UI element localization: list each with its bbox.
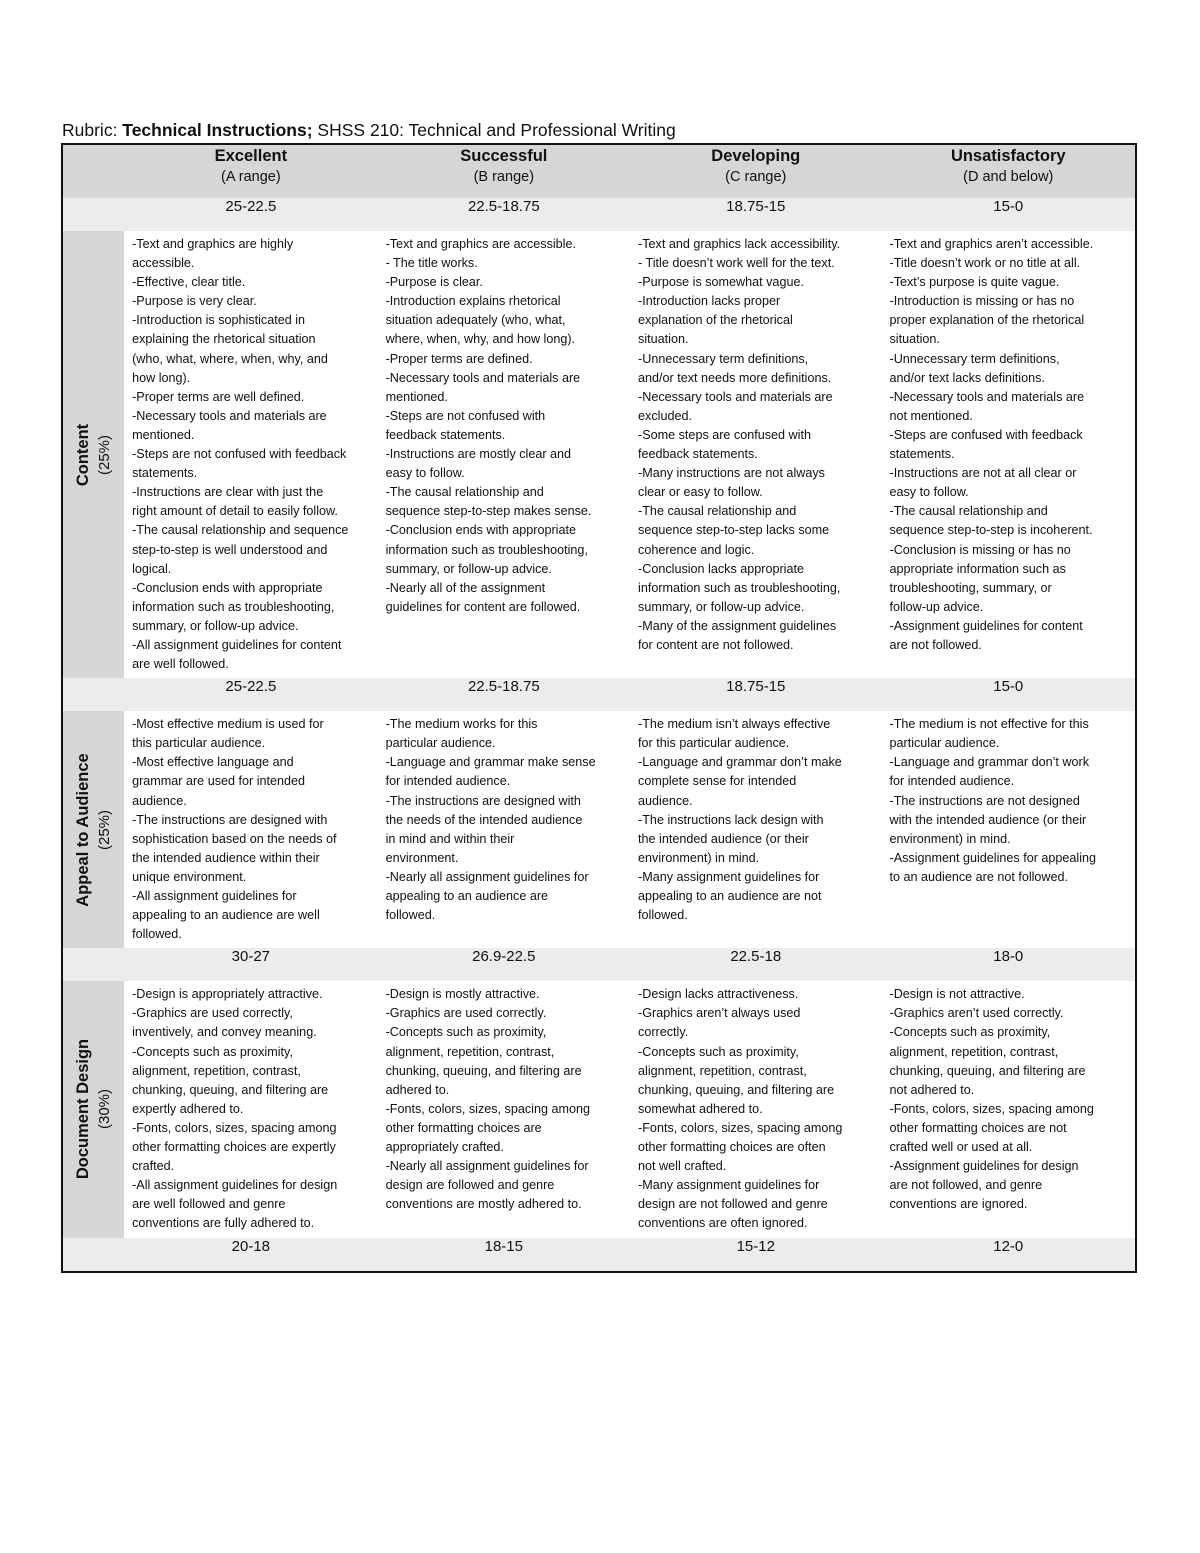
description-line: -Many instructions are not always: [638, 466, 825, 481]
description-line: unique environment.: [132, 869, 247, 884]
description-line: -Conclusion lacks appropriate: [638, 561, 804, 576]
category-weight: (25%): [95, 809, 113, 850]
score-cell: 22.5-18.75: [378, 678, 630, 711]
description-line: -Concepts such as proximity,: [132, 1044, 293, 1059]
description-line: appealing to an audience are not: [638, 889, 822, 903]
description-line: are well followed.: [132, 657, 229, 672]
description-line: -Assignment guidelines for design: [889, 1159, 1079, 1174]
description-line: -All assignment guidelines for content: [132, 637, 342, 652]
description-line: audience.: [132, 793, 187, 808]
description-line: coherence and logic.: [638, 542, 755, 557]
description-line: -Steps are not confused with: [385, 408, 546, 423]
description-line: -All assignment guidelines for: [132, 889, 297, 903]
score-cell: 18-15: [378, 1238, 630, 1272]
description-line: -Many of the assignment guidelines: [638, 618, 837, 633]
description-cell: [630, 711, 881, 948]
description-line: -Title doesn’t work or no title at all.: [889, 256, 1081, 271]
description-line: -Purpose is somewhat vague.: [638, 275, 804, 290]
score-row-final: [62, 1238, 1136, 1272]
description-line: conventions are often ignored.: [638, 1216, 808, 1231]
category-name: Appeal to Audience: [73, 753, 92, 907]
description-line: right amount of detail to easily follow.: [132, 504, 338, 519]
category-weight: (25%): [95, 434, 113, 475]
description-cell: [378, 711, 630, 948]
description-line: chunking, queuing, and filtering are: [638, 1082, 835, 1097]
description-line: other formatting choices are not: [889, 1120, 1067, 1135]
description-line: the intended audience within their: [132, 850, 320, 865]
description-line: -Text and graphics are accessible.: [385, 237, 576, 251]
description-cell: [882, 711, 1137, 948]
description-line: summary, or follow-up advice.: [132, 618, 299, 633]
description-line: -Text and graphics aren’t accessible.: [889, 237, 1094, 251]
score-blank-cell: [62, 678, 124, 711]
description-line: information such as troubleshooting,: [638, 580, 841, 595]
description-line: mentioned.: [385, 389, 448, 404]
score-cell: 15-0: [882, 678, 1137, 711]
description-line: are not followed.: [889, 637, 982, 652]
category-cell-appeal: [62, 711, 124, 948]
description-line: -Design is appropriately attractive.: [132, 987, 323, 1002]
description-line: design are not followed and genre: [638, 1197, 828, 1212]
description-line: -Purpose is clear.: [385, 275, 483, 290]
description-line: are not followed, and genre: [889, 1178, 1043, 1193]
description-line: and/or text needs more definitions.: [638, 370, 832, 385]
description-line: not adhered to.: [889, 1082, 975, 1097]
description-line: -Most effective language and: [132, 755, 294, 770]
description-line: -Conclusion ends with appropriate: [385, 523, 576, 538]
description-line: environment) in mind.: [638, 850, 760, 865]
description-line: -Introduction lacks proper: [638, 294, 781, 309]
description-line: -Necessary tools and materials are: [132, 408, 327, 423]
title-course: SHSS 210: [312, 120, 400, 140]
description-line: audience.: [638, 793, 693, 808]
description-line: other formatting choices are expertly: [132, 1140, 336, 1155]
description-cell: [882, 981, 1137, 1237]
score-row-content: [62, 198, 1136, 231]
score-cell: 18-0: [882, 948, 1137, 981]
description-line: particular audience.: [889, 736, 1000, 751]
description-cell: [630, 231, 881, 678]
description-line: the intended audience (or their: [638, 831, 809, 846]
description-line: troubleshooting, summary, or: [889, 580, 1052, 595]
description-line: alignment, repetition, contrast,: [889, 1044, 1059, 1059]
description-line: -Fonts, colors, sizes, spacing among: [385, 1101, 590, 1116]
description-cell: [124, 711, 377, 948]
description-line: are well followed and genre: [132, 1197, 286, 1212]
description-line: summary, or follow-up advice.: [385, 561, 552, 576]
description-line: -Proper terms are well defined.: [132, 389, 305, 404]
description-line: followed.: [638, 908, 688, 923]
description-line: -The medium isn’t always effective: [638, 717, 831, 732]
description-line: sequence step-to-step is incoherent.: [889, 523, 1093, 538]
description-line: -Concepts such as proximity,: [638, 1044, 799, 1059]
description-line: -The medium is not effective for this: [889, 717, 1089, 732]
description-line: -Design lacks attractiveness.: [638, 987, 799, 1002]
description-line: somewhat adhered to.: [638, 1101, 763, 1116]
description-line: other formatting choices are: [385, 1120, 542, 1135]
description-line: appropriately crafted.: [385, 1140, 504, 1155]
page-title: [62, 118, 676, 142]
description-line: crafted well or used at all.: [889, 1140, 1033, 1155]
description-line: for intended audience.: [889, 774, 1015, 789]
rubric-table: [61, 143, 1137, 1273]
category-name: Content: [73, 423, 92, 486]
description-line: in mind and within their: [385, 831, 515, 846]
description-line: -Instructions are mostly clear and: [385, 447, 572, 462]
description-line: proper explanation of the rhetorical: [889, 313, 1085, 328]
description-line: for content are not followed.: [638, 637, 794, 652]
description-line: -Many assignment guidelines for: [638, 869, 820, 884]
description-line: this particular audience.: [132, 736, 266, 751]
score-cell: 25-22.5: [124, 198, 377, 231]
description-line: particular audience.: [385, 736, 496, 751]
description-line: -Most effective medium is used for: [132, 717, 324, 732]
description-line: easy to follow.: [889, 485, 969, 500]
description-line: clear or easy to follow.: [638, 485, 763, 500]
description-line: -Purpose is very clear.: [132, 294, 257, 309]
header-blank-cell: [62, 144, 124, 198]
description-line: situation.: [638, 332, 689, 347]
description-line: -Necessary tools and materials are: [385, 370, 581, 385]
description-line: conventions are ignored.: [889, 1197, 1028, 1212]
description-line: explaining the rhetorical situation: [132, 332, 316, 347]
description-line: -Introduction explains rhetorical: [385, 294, 561, 309]
description-line: guidelines for content are followed.: [385, 599, 581, 614]
description-line: logical.: [132, 561, 172, 576]
description-cell: [378, 231, 630, 678]
title-rest: : Technical and Professional Writing: [399, 120, 676, 140]
description-line: to an audience are not followed.: [889, 869, 1069, 884]
description-line: design are followed and genre: [385, 1178, 555, 1193]
title-prefix: Rubric:: [62, 120, 123, 140]
description-line: adhered to.: [385, 1082, 450, 1097]
description-line: not well crafted.: [638, 1159, 727, 1174]
description-line: -Fonts, colors, sizes, spacing among: [889, 1101, 1094, 1116]
description-line: how long).: [132, 370, 191, 385]
description-line: and/or text lacks definitions.: [889, 370, 1045, 385]
score-cell: 22.5-18.75: [378, 198, 630, 231]
description-line: expertly adhered to.: [132, 1101, 244, 1116]
description-line: alignment, repetition, contrast,: [638, 1063, 807, 1078]
description-line: alignment, repetition, contrast,: [385, 1044, 555, 1059]
description-line: with the intended audience (or their: [889, 812, 1087, 827]
description-line: feedback statements.: [385, 427, 506, 442]
description-line: explanation of the rhetorical: [638, 313, 793, 328]
description-line: - Title doesn’t work well for the text.: [638, 256, 835, 271]
title-assignment: Technical Instructions;: [122, 120, 313, 140]
score-row-appeal: [62, 678, 1136, 711]
description-line: -Assignment guidelines for appealing: [889, 850, 1097, 865]
description-line: -Design is not attractive.: [889, 987, 1025, 1002]
score-row-design: [62, 948, 1136, 981]
description-line: appropriate information such as: [889, 561, 1066, 576]
description-line: -Conclusion is missing or has no: [889, 542, 1071, 557]
criteria-row-design: [62, 981, 1136, 1237]
description-line: the needs of the intended audience: [385, 812, 583, 827]
category-cell-design: [62, 981, 124, 1237]
description-line: where, when, why, and how long).: [385, 332, 576, 347]
description-line: alignment, repetition, contrast,: [132, 1063, 301, 1078]
description-line: appealing to an audience are well: [132, 908, 320, 923]
description-line: complete sense for intended: [638, 774, 797, 789]
description-line: for this particular audience.: [638, 736, 790, 751]
description-line: step-to-step is well understood and: [132, 542, 328, 557]
header-excellent: Excellent (A range): [124, 144, 377, 198]
header-unsatisfactory: Unsatisfactory (D and below): [882, 144, 1137, 198]
score-cell: 22.5-18: [630, 948, 881, 981]
description-line: mentioned.: [132, 427, 195, 442]
score-blank-cell: [62, 198, 124, 231]
rubric-header-row: [62, 144, 1136, 198]
description-line: -Text’s purpose is quite vague.: [889, 275, 1060, 290]
description-line: chunking, queuing, and filtering are: [889, 1063, 1086, 1078]
description-cell: [124, 981, 377, 1237]
description-line: easy to follow.: [385, 466, 465, 481]
description-line: information such as troubleshooting,: [132, 599, 335, 614]
description-line: -Graphics aren’t used correctly.: [889, 1006, 1064, 1021]
description-line: appealing to an audience are: [385, 889, 549, 903]
score-cell: 12-0: [882, 1238, 1137, 1272]
description-line: -Design is mostly attractive.: [385, 987, 540, 1002]
score-cell: 18.75-15: [630, 198, 881, 231]
category-weight: (30%): [95, 1089, 113, 1130]
description-line: -Necessary tools and materials are: [638, 389, 833, 404]
category-cell-content: [62, 231, 124, 678]
description-line: grammar are used for intended: [132, 774, 306, 789]
description-line: conventions are mostly adhered to.: [385, 1197, 582, 1212]
score-cell: 15-0: [882, 198, 1137, 231]
description-line: sophistication based on the needs of: [132, 831, 337, 846]
description-line: statements.: [889, 447, 955, 462]
criteria-row-appeal: [62, 711, 1136, 948]
score-cell: 18.75-15: [630, 678, 881, 711]
description-line: -Proper terms are defined.: [385, 351, 533, 366]
description-line: -Fonts, colors, sizes, spacing among: [638, 1120, 843, 1135]
header-developing: Developing (C range): [630, 144, 881, 198]
description-line: -Concepts such as proximity,: [385, 1025, 547, 1040]
description-line: -Text and graphics are highly: [132, 237, 294, 251]
description-line: -Language and grammar don’t make: [638, 755, 842, 770]
description-line: -Nearly all assignment guidelines for: [385, 869, 589, 884]
description-line: -The instructions are designed with: [132, 812, 328, 827]
score-blank-cell: [62, 1238, 124, 1272]
description-line: correctly.: [638, 1025, 689, 1040]
description-line: -All assignment guidelines for design: [132, 1178, 338, 1193]
description-cell: [124, 231, 377, 678]
score-cell: 30-27: [124, 948, 377, 981]
description-line: -Unnecessary term definitions,: [889, 351, 1060, 366]
description-line: other formatting choices are often: [638, 1140, 826, 1155]
description-line: sequence step-to-step lacks some: [638, 523, 830, 538]
description-line: -The causal relationship and: [638, 504, 797, 519]
description-line: sequence step-to-step makes sense.: [385, 504, 592, 519]
description-line: -The causal relationship and sequence: [132, 523, 349, 538]
description-line: feedback statements.: [638, 447, 758, 462]
description-line: -The causal relationship and: [889, 504, 1048, 519]
description-line: chunking, queuing, and filtering are: [132, 1082, 329, 1097]
description-line: -Introduction is sophisticated in: [132, 313, 306, 328]
description-line: -Conclusion ends with appropriate: [132, 580, 323, 595]
description-line: -Instructions are clear with just the: [132, 485, 324, 500]
description-line: -Nearly all assignment guidelines for: [385, 1159, 589, 1174]
description-line: -Instructions are not at all clear or: [889, 466, 1077, 481]
description-line: -Concepts such as proximity,: [889, 1025, 1051, 1040]
description-line: followed.: [385, 908, 436, 923]
criteria-row-content: [62, 231, 1136, 678]
description-line: summary, or follow-up advice.: [638, 599, 805, 614]
description-line: -Some steps are confused with: [638, 427, 811, 442]
description-cell: [630, 981, 881, 1237]
description-line: -Necessary tools and materials are: [889, 389, 1085, 404]
description-line: -Language and grammar make sense: [385, 755, 596, 770]
description-line: -Graphics are used correctly,: [132, 1006, 293, 1021]
score-cell: 20-18: [124, 1238, 377, 1272]
description-line: -Steps are not confused with feedback: [132, 447, 347, 462]
description-line: -Nearly all of the assignment: [385, 580, 546, 595]
description-line: crafted.: [132, 1159, 175, 1174]
description-line: (who, what, where, when, why, and: [132, 351, 328, 366]
description-line: inventively, and convey meaning.: [132, 1025, 317, 1040]
description-line: follow-up advice.: [889, 599, 984, 614]
description-line: situation.: [889, 332, 940, 347]
description-line: followed.: [132, 927, 182, 942]
description-line: -The medium works for this: [385, 717, 538, 732]
description-line: -Assignment guidelines for content: [889, 618, 1083, 633]
description-line: information such as troubleshooting,: [385, 542, 588, 557]
category-name: Document Design: [73, 1039, 92, 1180]
description-line: environment.: [385, 850, 459, 865]
description-line: for intended audience.: [385, 774, 511, 789]
description-line: -Graphics aren’t always used: [638, 1006, 801, 1021]
description-line: -The causal relationship and: [385, 485, 544, 500]
score-cell: 25-22.5: [124, 678, 377, 711]
score-cell: 26.9-22.5: [378, 948, 630, 981]
description-line: -Many assignment guidelines for: [638, 1178, 820, 1193]
description-line: -Text and graphics lack accessibility.: [638, 237, 841, 251]
description-line: statements.: [132, 466, 198, 481]
description-line: -Steps are confused with feedback: [889, 427, 1083, 442]
description-line: -Unnecessary term definitions,: [638, 351, 809, 366]
description-line: chunking, queuing, and filtering are: [385, 1063, 582, 1078]
description-line: -Effective, clear title.: [132, 275, 246, 290]
description-line: -Graphics are used correctly.: [385, 1006, 547, 1021]
description-line: situation adequately (who, what,: [385, 313, 566, 328]
header-successful: Successful (B range): [378, 144, 630, 198]
description-line: -Introduction is missing or has no: [889, 294, 1075, 309]
score-blank-cell: [62, 948, 124, 981]
description-line: -Fonts, colors, sizes, spacing among: [132, 1120, 337, 1135]
description-cell: [378, 981, 630, 1237]
description-line: excluded.: [638, 408, 692, 423]
description-line: -The instructions are not designed: [889, 793, 1080, 808]
description-line: -The instructions lack design with: [638, 812, 824, 827]
description-line: -The instructions are designed with: [385, 793, 581, 808]
description-cell: [882, 231, 1137, 678]
description-line: accessible.: [132, 256, 195, 271]
description-line: environment) in mind.: [889, 831, 1011, 846]
description-line: conventions are fully adhered to.: [132, 1216, 315, 1231]
description-line: - The title works.: [385, 256, 478, 271]
description-line: -Language and grammar don’t work: [889, 755, 1090, 770]
score-cell: 15-12: [630, 1238, 881, 1272]
description-line: not mentioned.: [889, 408, 973, 423]
